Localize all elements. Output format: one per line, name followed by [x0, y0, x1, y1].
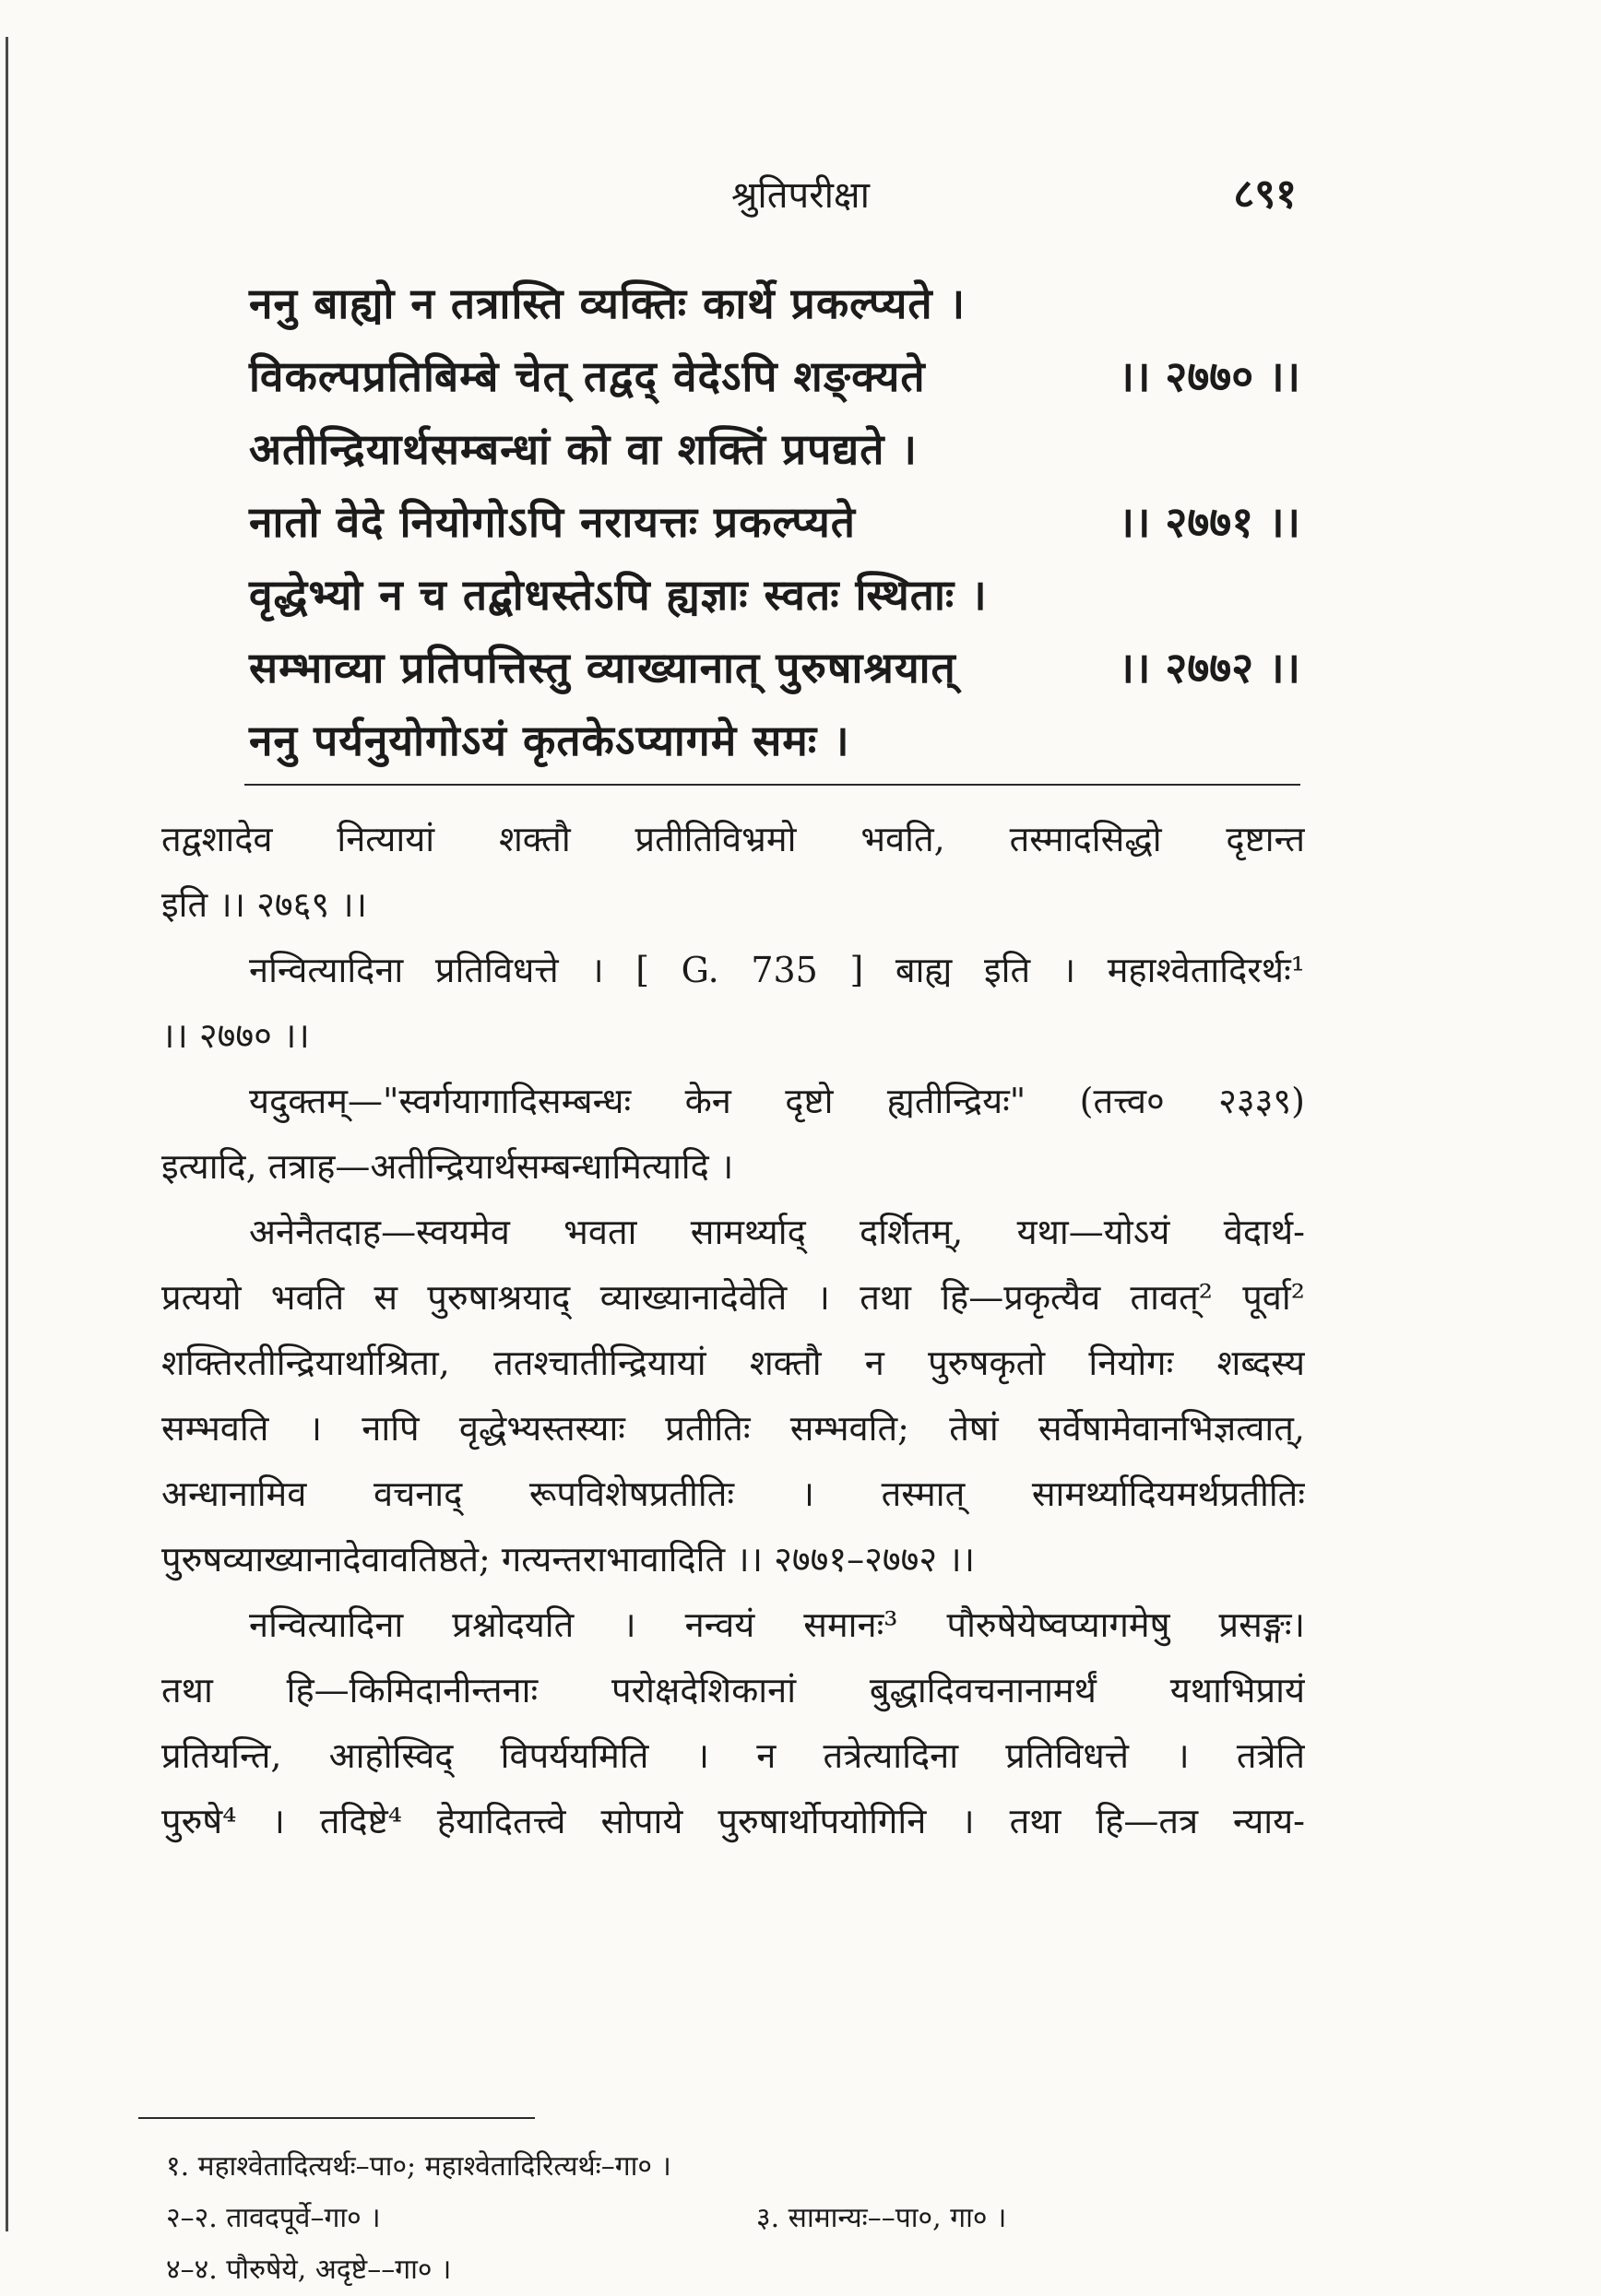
verse-number: ।। २७७२ ।। — [1118, 643, 1300, 692]
commentary-line: शक्तिरतीन्द्रियार्थाश्रिता, ततश्चातीन्द्रियायां शक्तौ न पुरुषकृतो नियोगः शब्दस्य — [161, 1343, 1305, 1383]
verse-line — [249, 704, 1300, 777]
verse-line — [249, 559, 1300, 632]
verse-text: सम्भाव्या प्रतिपत्तिस्तु व्याख्यानात् पुरुषाश्रयात् — [249, 643, 956, 692]
verse-commentary-divider — [244, 784, 1300, 786]
verse-text: ननु बाह्यो न तत्रास्ति व्यक्तिः कार्थे प्रकल्प्यते । — [249, 278, 967, 328]
page-number: ८९१ — [1233, 171, 1297, 218]
commentary-line: सम्भवति । नापि वृद्धेभ्यस्तस्याः प्रतीतिः सम्भवति; तेषां सर्वेषामेवानभिज्ञत्वात्, — [161, 1408, 1305, 1449]
verse-line — [249, 267, 1300, 340]
verse-text: नातो वेदे नियोगोऽपि नरायत्तः प्रकल्प्यते — [249, 497, 857, 547]
footnote-row — [166, 2141, 1180, 2193]
footnote-row — [166, 2193, 1180, 2244]
commentary-line: प्रतियन्ति, आहोस्विद् विपर्ययमिति । न तत्रेत्यादिना प्रतिविधत्ते । तत्रेति — [161, 1735, 1305, 1776]
footnote-4: ४–४. पौरुषेये, अदृष्टे––गा० । — [166, 2254, 452, 2286]
verse-number: ।। २७७० ।। — [1118, 351, 1300, 401]
verse-text: विकल्पप्रतिबिम्बे चेत् तद्वद् वेदेऽपि शङ्क्यते — [249, 351, 926, 401]
commentary-line: तथा हि—किमिदानीन्तनाः परोक्षदेशिकानां बुद्धादिवचनानामर्थं यथाभिप्रायं — [161, 1670, 1305, 1710]
commentary-line: पुरुषव्याख्यानादेवावतिष्ठते; गत्यन्तराभावादिति ।। २७७१–२७७२ ।। — [161, 1539, 976, 1580]
footnote-3: ३. सामान्यः––पा०, गा० । — [756, 2202, 1007, 2234]
commentary-line: तद्वशादेव नित्यायां शक्तौ प्रतीतिविभ्रमो भवति, तस्मादसिद्धो दृष्टान्त — [161, 819, 1305, 859]
running-title: श्रुतिपरीक्षा — [731, 174, 870, 217]
commentary-line: नन्वित्यादिना प्रश्नोदयति । नन्वयं समानः³ पौरुषेयेष्वप्यागमेषु प्रसङ्गः। — [249, 1604, 1305, 1645]
commentary-block — [161, 807, 1305, 1854]
verse-block — [249, 267, 1300, 777]
verse-line — [249, 413, 1300, 486]
verse-text: अतीन्द्रियार्थसम्बन्धां को वा शक्तिं प्रपद्यते । — [249, 424, 918, 474]
commentary-line: ।। २७७० ।। — [161, 1015, 310, 1056]
verse-line — [249, 486, 1300, 559]
footnote-divider — [138, 2117, 535, 2119]
verse-text: ननु पर्यनुयोगोऽयं कृतकेऽप्यागमे समः । — [249, 716, 850, 765]
page-header — [0, 148, 1601, 221]
commentary-line: अनेनैतदाह—स्वयमेव भवता सामर्थ्याद् दर्शितम्, यथा—योऽयं वेदार्थ- — [249, 1212, 1305, 1252]
page-edge-rule — [6, 37, 8, 2231]
commentary-line: पुरुषे⁴ । तदिष्टे⁴ हेयादितत्त्वे सोपाये पुरुषार्थोपयोगिनि । तथा हि—तत्र न्याय- — [161, 1801, 1305, 1841]
commentary-line: प्रत्ययो भवति स पुरुषाश्रयाद् व्याख्यानादेवेति । तथा हि—प्रकृत्यैव तावत्² पूर्वा² — [161, 1277, 1305, 1318]
footnotes — [166, 2141, 1180, 2296]
verse-number: ।। २७७१ ।। — [1118, 497, 1300, 547]
footnote-1: १. महाश्वेतादित्यर्थः–पा०; महाश्वेतादिरित्यर्थः–गा० । — [166, 2150, 671, 2183]
footnote-2: २–२. तावदपूर्वे–गा० । — [166, 2202, 381, 2234]
commentary-line: इति ।। २७६९ ।। — [161, 884, 368, 925]
verse-line — [249, 632, 1300, 704]
verse-line — [249, 340, 1300, 413]
commentary-line: अन्धानामिव वचनाद् रूपविशेषप्रतीतिः । तस्मात् सामर्थ्यादियमर्थप्रतीतिः — [161, 1473, 1305, 1514]
verse-text: वृद्धेभ्यो न च तद्बोधस्तेऽपि ह्यज्ञाः स्वतः स्थिताः । — [249, 570, 988, 620]
commentary-line: इत्यादि, तत्राह—अतीन्द्रियार्थसम्बन्धामित्यादि । — [161, 1146, 734, 1187]
footnote-row — [166, 2244, 1180, 2296]
commentary-line: नन्वित्यादिना प्रतिविधत्ते । [ G. 735 ] बाह्य इति । महाश्वेतादिरर्थः¹ — [249, 950, 1305, 990]
commentary-line: यदुक्तम्—"स्वर्गयागादिसम्बन्धः केन दृष्टो ह्यतीन्द्रियः" (तत्त्व० २३३९) — [249, 1081, 1305, 1121]
